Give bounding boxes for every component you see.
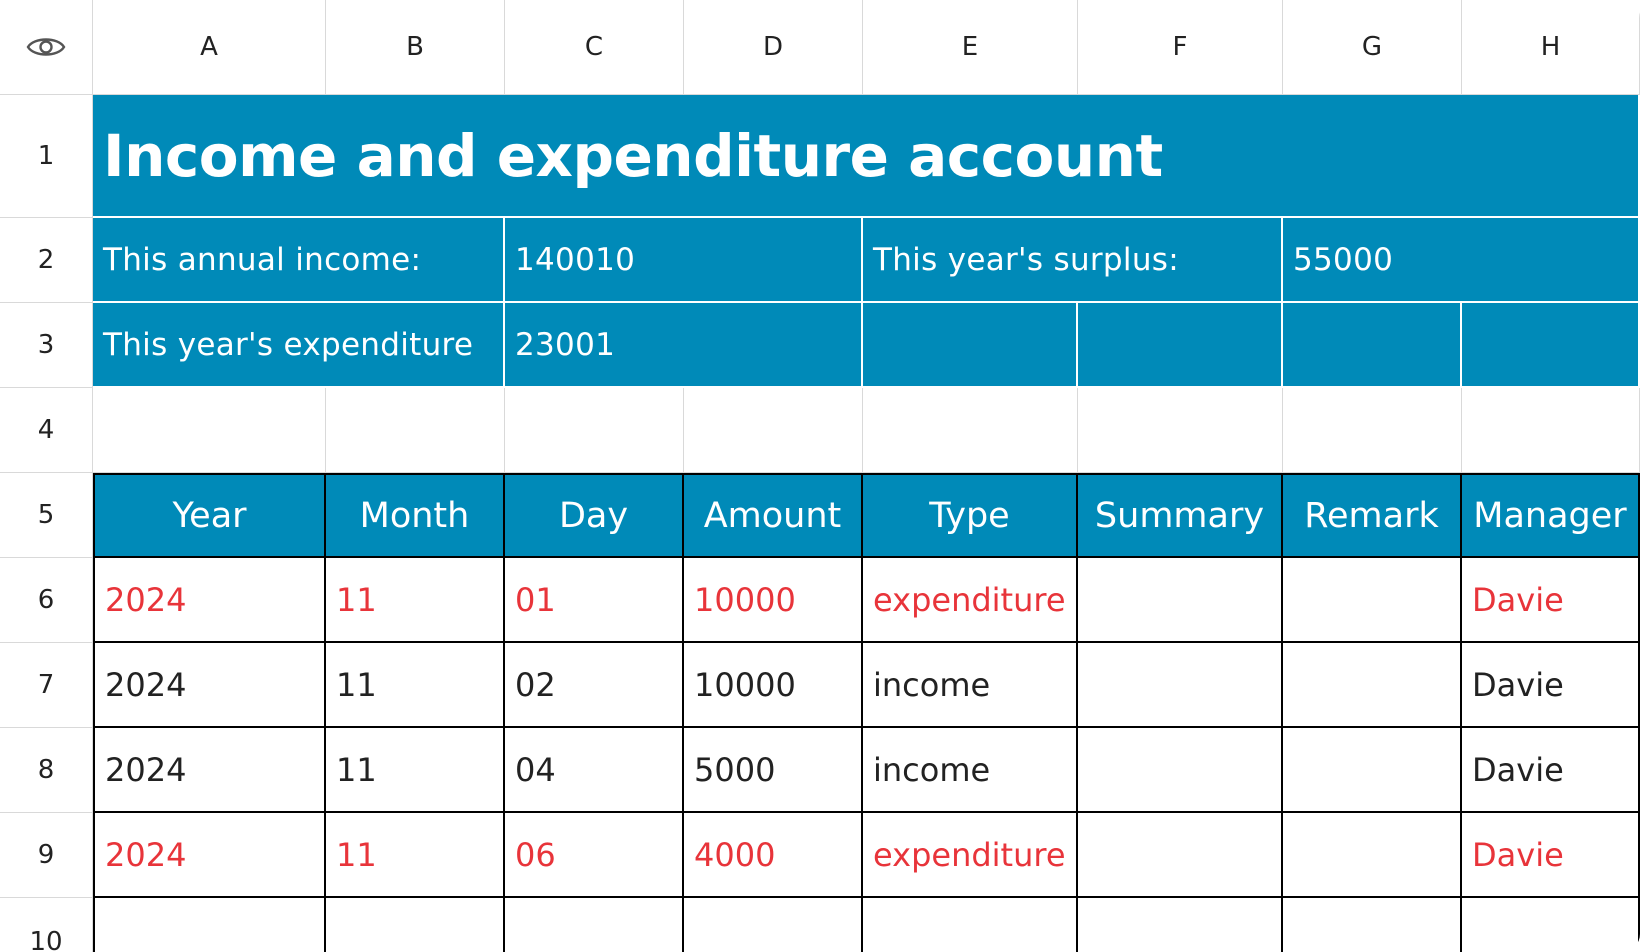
table-header-remark[interactable]: Remark [1283, 473, 1462, 558]
table-cell[interactable]: 04 [505, 728, 684, 813]
table-cell[interactable]: 2024 [93, 643, 326, 728]
expenditure-label-cell[interactable]: This year's expenditure [93, 303, 505, 388]
table-cell[interactable]: 11 [326, 813, 505, 898]
table-cell[interactable]: 2024 [93, 558, 326, 643]
table-cell[interactable]: income [863, 728, 1078, 813]
table-header-amount[interactable]: Amount [684, 473, 863, 558]
cell-h4[interactable] [1462, 388, 1640, 473]
table-cell[interactable]: 06 [505, 813, 684, 898]
table-cell[interactable]: 4000 [684, 813, 863, 898]
table-cell[interactable]: expenditure [863, 558, 1078, 643]
annual-income-value-cell[interactable]: 140010 [505, 218, 863, 303]
table-cell[interactable] [1078, 558, 1283, 643]
sheet-title-cell[interactable]: Income and expenditure account [93, 95, 1640, 218]
column-header-b[interactable]: B [326, 0, 505, 95]
table-cell[interactable] [684, 898, 863, 952]
cell-b4[interactable] [326, 388, 505, 473]
table-cell[interactable] [505, 898, 684, 952]
table-header-year[interactable]: Year [93, 473, 326, 558]
column-header-c[interactable]: C [505, 0, 684, 95]
table-cell[interactable]: 02 [505, 643, 684, 728]
column-header-d[interactable]: D [684, 0, 863, 95]
row-header-4[interactable]: 4 [0, 388, 93, 473]
row-header-6[interactable]: 6 [0, 558, 93, 643]
surplus-label-cell[interactable]: This year's surplus: [863, 218, 1283, 303]
table-cell[interactable] [1283, 728, 1462, 813]
cell-e4[interactable] [863, 388, 1078, 473]
row-header-8[interactable]: 8 [0, 728, 93, 813]
row-header-9[interactable]: 9 [0, 813, 93, 898]
table-cell[interactable] [326, 898, 505, 952]
table-cell[interactable] [1283, 813, 1462, 898]
table-cell[interactable] [1283, 643, 1462, 728]
cell-f4[interactable] [1078, 388, 1283, 473]
column-header-e[interactable]: E [863, 0, 1078, 95]
cell-g4[interactable] [1283, 388, 1462, 473]
table-cell[interactable] [1283, 558, 1462, 643]
cell-f3[interactable] [1078, 303, 1283, 388]
cell-h3[interactable] [1462, 303, 1640, 388]
column-header-h[interactable]: H [1462, 0, 1640, 95]
column-header-f[interactable]: F [1078, 0, 1283, 95]
table-cell[interactable]: 11 [326, 643, 505, 728]
cell-d4[interactable] [684, 388, 863, 473]
table-header-summary[interactable]: Summary [1078, 473, 1283, 558]
table-cell[interactable]: 10000 [684, 643, 863, 728]
table-cell[interactable]: income [863, 643, 1078, 728]
table-cell[interactable]: 01 [505, 558, 684, 643]
cell-a4[interactable] [93, 388, 326, 473]
annual-income-label-cell[interactable]: This annual income: [93, 218, 505, 303]
table-cell[interactable]: 11 [326, 558, 505, 643]
table-cell[interactable]: expenditure [863, 813, 1078, 898]
column-header-g[interactable]: G [1283, 0, 1462, 95]
column-header-a[interactable]: A [93, 0, 326, 95]
table-cell[interactable]: Davie [1462, 643, 1640, 728]
table-cell[interactable] [1078, 728, 1283, 813]
table-cell[interactable] [863, 898, 1078, 952]
row-header-2[interactable]: 2 [0, 218, 93, 303]
row-header-3[interactable]: 3 [0, 303, 93, 388]
cell-c4[interactable] [505, 388, 684, 473]
table-header-month[interactable]: Month [326, 473, 505, 558]
cell-e3[interactable] [863, 303, 1078, 388]
table-cell[interactable] [1078, 898, 1283, 952]
table-cell[interactable]: 2024 [93, 728, 326, 813]
table-cell[interactable] [1078, 643, 1283, 728]
cell-g3[interactable] [1283, 303, 1462, 388]
table-cell[interactable]: 10000 [684, 558, 863, 643]
table-header-type[interactable]: Type [863, 473, 1078, 558]
table-cell[interactable]: 11 [326, 728, 505, 813]
table-cell[interactable]: 5000 [684, 728, 863, 813]
table-cell[interactable] [1462, 898, 1640, 952]
eye-icon[interactable] [26, 33, 66, 61]
table-cell[interactable] [1283, 898, 1462, 952]
table-cell[interactable]: 2024 [93, 813, 326, 898]
row-header-1[interactable]: 1 [0, 95, 93, 218]
expenditure-value-cell[interactable]: 23001 [505, 303, 863, 388]
table-cell[interactable] [1078, 813, 1283, 898]
table-header-day[interactable]: Day [505, 473, 684, 558]
table-cell[interactable]: Davie [1462, 813, 1640, 898]
surplus-value-cell[interactable]: 55000 [1283, 218, 1640, 303]
row-header-5[interactable]: 5 [0, 473, 93, 558]
table-cell[interactable]: Davie [1462, 728, 1640, 813]
table-cell[interactable]: Davie [1462, 558, 1640, 643]
select-all-corner[interactable] [0, 0, 93, 95]
row-header-10[interactable]: 10 [0, 898, 93, 952]
table-header-manager[interactable]: Manager [1462, 473, 1640, 558]
table-cell[interactable] [93, 898, 326, 952]
row-header-7[interactable]: 7 [0, 643, 93, 728]
